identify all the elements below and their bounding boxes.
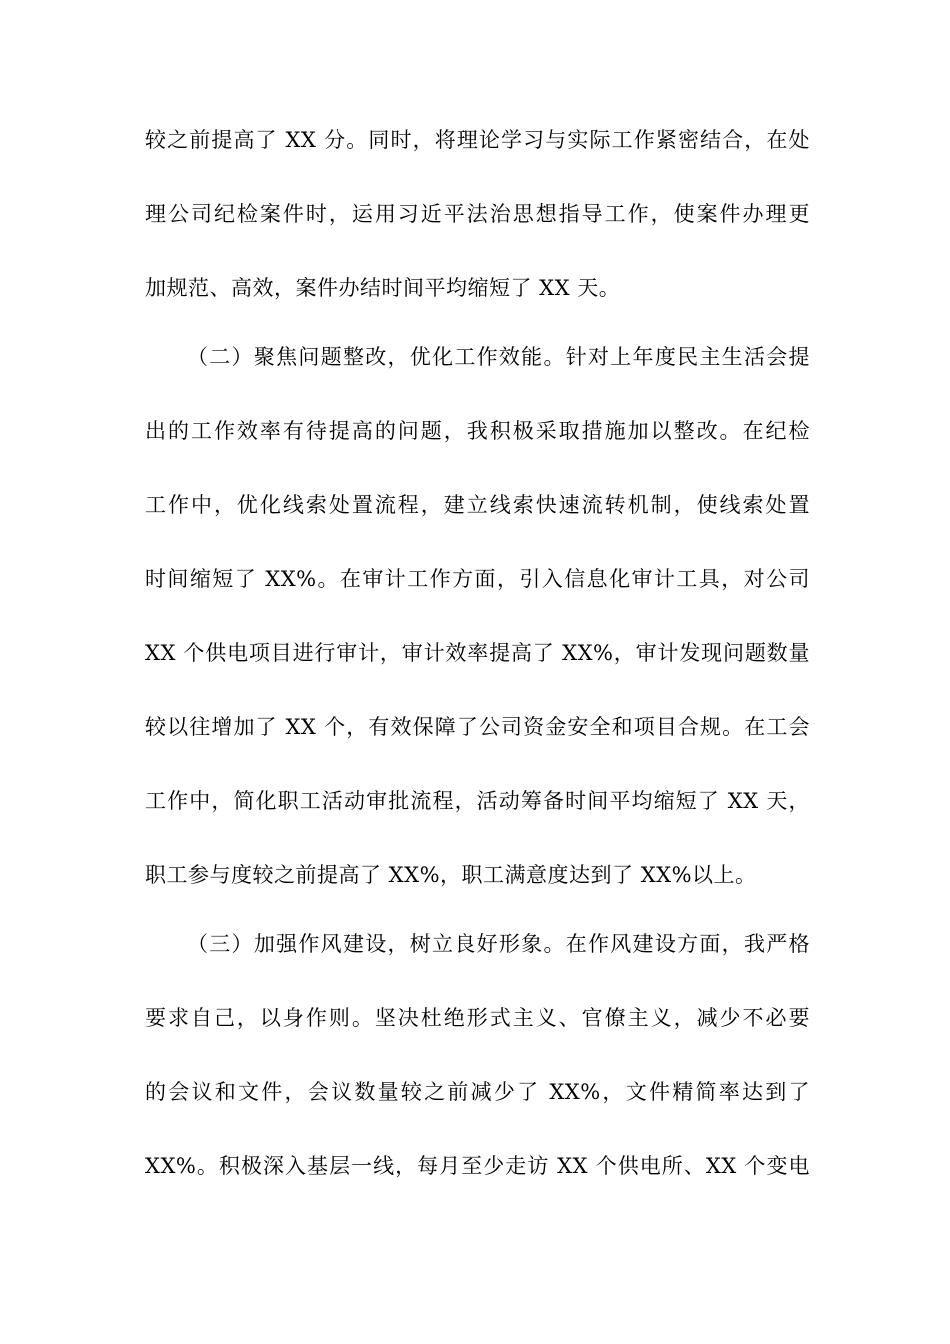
text-line: 工作中，简化职工活动审批流程，活动筹备时间平均缩短了 XX 天， (145, 789, 810, 813)
text-line: 职工参与度较之前提高了 XX%，职工满意度达到了 XX%以上。 (145, 863, 757, 887)
text-line: XX%。积极深入基层一线，每月至少走访 XX 个供电所、XX 个变电 (145, 1154, 810, 1178)
text-line: XX 个供电项目进行审计，审计效率提高了 XX%，审计发现问题数量 (145, 641, 810, 665)
paragraph-heading-line: （三）加强作风建设，树立良好形象。在作风建设方面，我严格 (187, 932, 810, 956)
text-line: 出的工作效率有待提高的问题，我积极采取措施加以整改。在纪检 (145, 419, 810, 443)
text-line: 工作中，优化线索处置流程，建立线索快速流转机制，使线索处置 (145, 493, 810, 517)
text-line: 时间缩短了 XX%。在审计工作方面，引入信息化审计工具，对公司 (145, 567, 810, 591)
text-line: 理公司纪检案件时，运用习近平法治思想指导工作，使案件办理更 (145, 202, 810, 226)
text-line: 加规范、高效，案件办结时间平均缩短了 XX 天。 (145, 276, 621, 300)
text-line: 的会议和文件，会议数量较之前减少了 XX%，文件精简率达到了 (145, 1080, 810, 1104)
text-line: 较以往增加了 XX 个，有效保障了公司资金安全和项目合规。在工会 (145, 715, 810, 739)
text-line: 要求自己，以身作则。坚决杜绝形式主义、官僚主义，减少不必要 (145, 1006, 810, 1030)
paragraph-heading-line: （二）聚焦问题整改，优化工作效能。针对上年度民主生活会提 (187, 345, 810, 369)
text-line: 较之前提高了 XX 分。同时，将理论学习与实际工作紧密结合，在处 (145, 128, 810, 152)
